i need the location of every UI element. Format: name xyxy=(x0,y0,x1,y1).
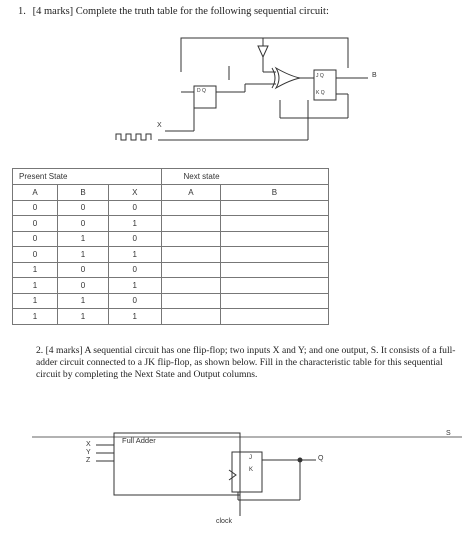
input-y-label: Y xyxy=(86,449,91,456)
full-adder-label: Full Adder xyxy=(122,436,156,445)
question-2-text: [4 marks] A sequential circuit has one flip-flop; two inputs X and Y; and one output, S. It consists of a full-adder circuit connected to a JK flip-flop, as shown below. Fill in the characteristic table for this sequential circuit by completing the Next State and Output columns. xyxy=(36,345,456,380)
answer-cell[interactable] xyxy=(221,262,328,278)
circuit-1-output-label: B xyxy=(372,72,377,79)
cell: 1 xyxy=(58,309,109,325)
cell: 0 xyxy=(109,200,162,216)
cell: 0 xyxy=(13,216,58,232)
truth-table xyxy=(12,168,329,325)
cell: 0 xyxy=(13,231,58,247)
answer-cell[interactable] xyxy=(221,247,328,263)
cell: 1 xyxy=(13,309,58,325)
cell: 1 xyxy=(58,293,109,309)
feedback-wire-top xyxy=(181,38,348,72)
input-x-label: X xyxy=(86,441,91,448)
table-row xyxy=(13,293,329,309)
question-1-text: [4 marks] Complete the truth table for the following sequential circuit: xyxy=(32,6,329,17)
answer-cell[interactable] xyxy=(161,231,221,247)
present-state-header: Present State xyxy=(13,169,109,185)
table-row xyxy=(13,216,329,232)
column-header-row xyxy=(13,185,329,201)
col-next-a: A xyxy=(161,185,221,201)
cell: 1 xyxy=(13,262,58,278)
input-z-label: Z xyxy=(86,457,91,464)
col-x: X xyxy=(109,185,162,201)
circuit-1-input-label: X xyxy=(157,122,162,129)
cell: 0 xyxy=(58,216,109,232)
col-a: A xyxy=(13,185,58,201)
answer-cell[interactable] xyxy=(221,231,328,247)
answer-cell[interactable] xyxy=(161,262,221,278)
jk-pin-j: J xyxy=(249,455,252,461)
clock-label: clock xyxy=(216,518,232,525)
buffer-gate xyxy=(258,46,268,57)
cell: 1 xyxy=(13,278,58,294)
circuit-1 xyxy=(116,38,368,140)
table-row xyxy=(13,278,329,294)
xor-gate xyxy=(276,68,300,88)
question-2 xyxy=(36,345,462,381)
col-b: B xyxy=(58,185,109,201)
cell: 1 xyxy=(109,278,162,294)
answer-cell[interactable] xyxy=(161,216,221,232)
cell: 1 xyxy=(109,216,162,232)
table-row xyxy=(13,262,329,278)
cell: 0 xyxy=(58,200,109,216)
cell: 0 xyxy=(109,231,162,247)
cell: 0 xyxy=(58,278,109,294)
cell: 1 xyxy=(109,309,162,325)
ff-b-pin-label-j: J Q xyxy=(316,73,324,79)
table-row xyxy=(13,247,329,263)
output-q-label: Q xyxy=(318,455,324,462)
question-2-number: 2. xyxy=(36,345,44,356)
cell: 0 xyxy=(109,262,162,278)
jk-flip-flop xyxy=(232,452,262,492)
cell: 0 xyxy=(13,200,58,216)
ff-a-pin-label: D Q xyxy=(197,88,206,94)
cell: 1 xyxy=(58,247,109,263)
answer-cell[interactable] xyxy=(161,247,221,263)
circuit-2 xyxy=(32,433,462,516)
cell: 0 xyxy=(13,247,58,263)
cell: 1 xyxy=(13,293,58,309)
cell: 1 xyxy=(109,247,162,263)
cell: 0 xyxy=(58,262,109,278)
col-next-b: B xyxy=(221,185,328,201)
answer-cell[interactable] xyxy=(221,309,328,325)
next-state-header: Next state xyxy=(161,169,328,185)
jk-pin-k: K xyxy=(249,467,254,473)
table-row xyxy=(13,200,329,216)
answer-cell[interactable] xyxy=(161,278,221,294)
answer-cell[interactable] xyxy=(221,200,328,216)
answer-cell[interactable] xyxy=(161,200,221,216)
question-1-number: 1. xyxy=(18,6,26,17)
table-row xyxy=(13,309,329,325)
output-s-label: S xyxy=(446,430,451,437)
answer-cell[interactable] xyxy=(221,216,328,232)
answer-cell[interactable] xyxy=(161,293,221,309)
answer-cell[interactable] xyxy=(161,309,221,325)
answer-cell[interactable] xyxy=(221,293,328,309)
table-row xyxy=(13,231,329,247)
clock-symbol xyxy=(116,134,151,140)
ff-b-pin-label-k: K Q xyxy=(316,90,325,96)
cell: 1 xyxy=(58,231,109,247)
cell: 0 xyxy=(109,293,162,309)
answer-cell[interactable] xyxy=(221,278,328,294)
